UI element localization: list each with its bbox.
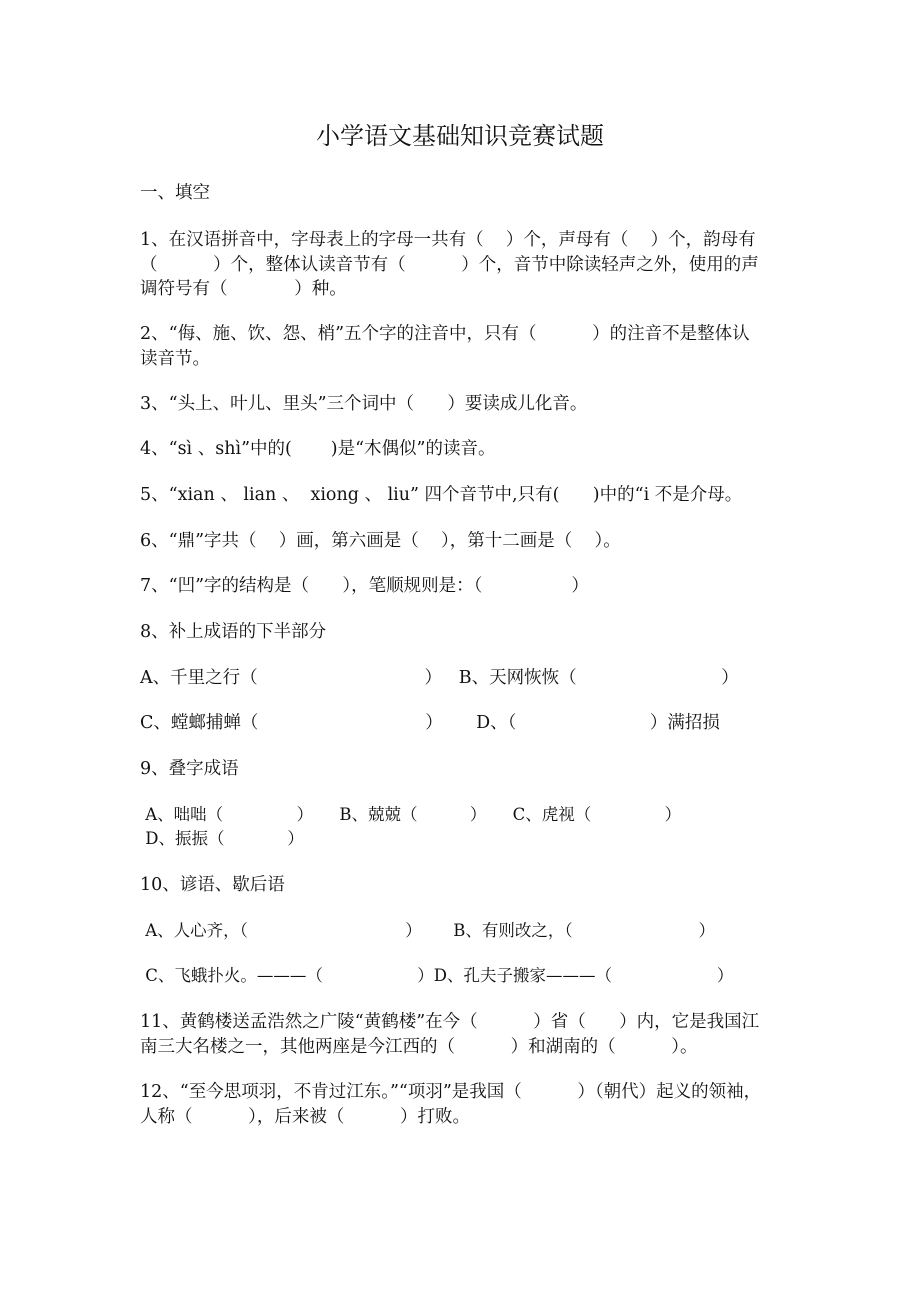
- q12-line-1: 12、“至今思项羽，不肯过江东。”“项羽”是我国（ ）（朝代）起义的领袖，: [140, 1082, 762, 1102]
- page-title: 小学语文基础知识竞赛试题: [316, 122, 604, 150]
- q3: 3、“头上、叶儿、里头”三个词中（ ）要读成儿化音。: [140, 394, 588, 414]
- q10-heading: 10、谚语、歇后语: [140, 875, 285, 895]
- q1-line-3: 调符号有（ ）种。: [140, 279, 347, 299]
- q1-line-1: 1、在汉语拼音中，字母表上的字母一共有（ ）个，声母有（ ）个，韵母有: [140, 230, 756, 250]
- q10-line-2: C、飞蛾扑火。———（ ）D、孔夫子搬家———（ ）: [140, 966, 734, 985]
- q8-line-2: C、螳螂捕蝉（ ） D、（ ）满招损: [140, 713, 720, 733]
- q2-line-2: 读音节。: [140, 349, 210, 369]
- q11-line-1: 11、黄鹤楼送孟浩然之广陵“黄鹤楼”在今（ ）省（ ）内，它是我国江: [140, 1012, 760, 1032]
- q12-line-2: 人称（ ），后来被（ ）打败。: [140, 1107, 471, 1127]
- section-heading: 一、填空: [140, 183, 210, 203]
- q9-heading: 9、叠字成语: [140, 759, 239, 779]
- q1-line-2: （ ）个，整体认读音节有（ ）个，音节中除读轻声之外，使用的声: [140, 255, 759, 275]
- q2-line-1: 2、“侮、施、饮、怨、梢”五个字的注音中，只有（ ）的注音不是整体认: [140, 324, 750, 344]
- q7: 7、“凹”字的结构是（ ），笔顺规则是：（ ）: [140, 576, 589, 596]
- q5: 5、“xian 、 lian 、 xiong 、 liu” 四个音节中,只有( )中的“i 不是介母。: [140, 485, 743, 505]
- q11-line-2: 南三大名楼之一，其他两座是今江西的（ ）和湖南的（ ）。: [140, 1037, 698, 1057]
- q9-line-1: A、咄咄（ ） B、兢兢（ ） C、虎视（ ）: [140, 805, 682, 824]
- q8-heading: 8、补上成语的下半部分: [140, 622, 327, 642]
- q10-line-1: A、人心齐，（ ） B、有则改之，（ ）: [140, 921, 715, 940]
- q6: 6、“鼎”字共（ ）画，第六画是（ ），第十二画是（ ）。: [140, 531, 621, 551]
- q4: 4、“sì 、shì”中的( )是“木偶似”的读音。: [140, 439, 496, 459]
- q8-line-1: A、千里之行（ ） B、天网恢恢（ ）: [140, 668, 739, 688]
- q9-line-2: D、振振（ ）: [140, 829, 304, 848]
